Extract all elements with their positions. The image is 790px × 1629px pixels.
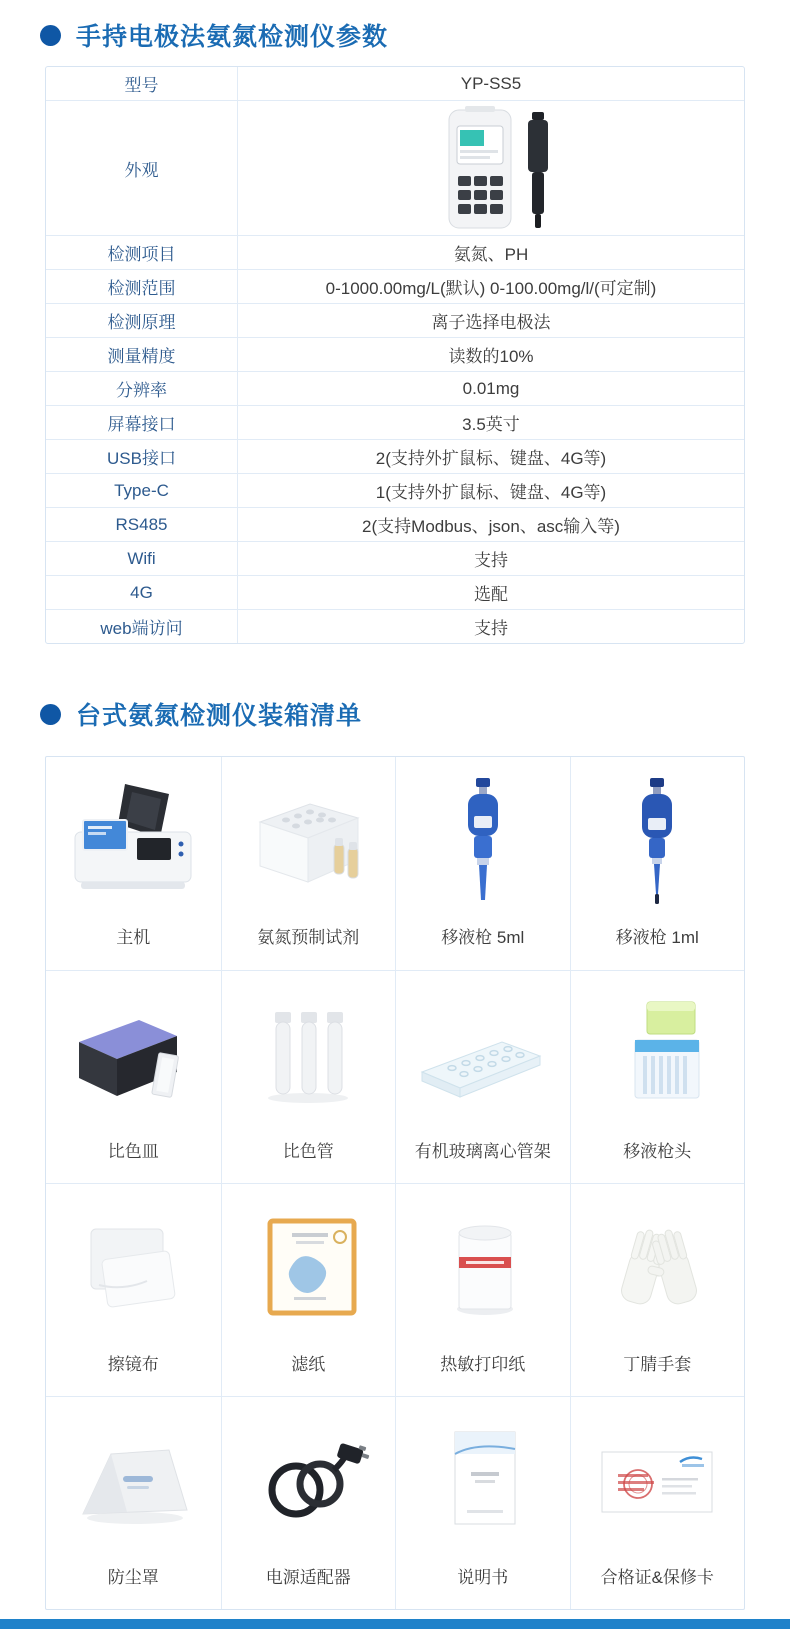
spec-row [46,473,744,507]
spec-value: 2(支持Modbus、json、asc输入等) [362,517,620,536]
packing-cell-dust-cover [46,1396,221,1609]
section-bullet-icon [40,704,61,725]
spec-row [46,439,744,473]
packing-item-label: 比色皿 [107,1142,159,1161]
thermal-paper-image [396,1184,570,1342]
spec-row [46,235,744,269]
spec-value: 支持 [474,619,508,638]
packing-item-label: 移液枪 1ml [615,928,699,947]
packing-cell-nitrile-gloves [570,1183,745,1396]
packing-section-title: 台式氨氮检测仪装箱清单 [76,702,363,730]
spec-label: 检测范围 [46,270,238,303]
spec-label: 屏幕接口 [46,406,238,439]
manual-image [396,1397,570,1555]
spec-row [46,405,744,439]
packing-item-label: 防尘罩 [107,1568,159,1587]
spec-value: 0-1000.00mg/L(默认) 0-100.00mg/l/(可定制) [325,279,657,298]
nitrile-gloves-image [571,1184,745,1342]
spec-label: USB接口 [46,440,238,473]
spec-label: 检测项目 [46,236,238,269]
pipette-5ml-image [396,757,570,915]
spec-label: 分辨率 [46,372,238,405]
spec-label: 型号 [46,67,238,100]
packing-cell-pipette-1ml [570,757,745,970]
spec-label: RS485 [46,508,238,541]
spec-label: 检测原理 [46,304,238,337]
packing-cell-main-unit [46,757,221,970]
packing-cell-thermal-paper [395,1183,570,1396]
packing-item-label: 擦镜布 [107,1355,159,1374]
spec-row-appearance [46,100,744,235]
packing-item-label: 移液枪头 [623,1142,692,1161]
pipette-1ml-image [571,757,745,915]
spec-value: 3.5英寸 [462,415,520,434]
colorimetric-tubes-image [222,971,396,1129]
spec-row [46,575,744,609]
spec-row [46,541,744,575]
cuvette-image [46,971,221,1129]
packing-cell-manual [395,1396,570,1609]
specs-section-title: 手持电极法氨氮检测仪参数 [76,23,389,51]
spec-value: YP-SS5 [460,73,522,93]
packing-item-label: 比色管 [282,1142,334,1161]
spec-row [46,371,744,405]
spec-label: Type-C [46,474,238,507]
lens-cloth-image [46,1184,221,1342]
packing-grid [45,756,745,1610]
spec-value: 1(支持外扩鼠标、键盘、4G等) [375,483,607,502]
packing-cell-power-adapter [221,1396,396,1609]
packing-cell-filter-paper [221,1183,396,1396]
spec-value: 支持 [474,551,508,570]
packing-item-label: 合格证&保修卡 [600,1568,714,1587]
specs-section-header [0,0,790,53]
spec-value-appearance [238,101,744,235]
tube-rack-image [396,971,570,1129]
spec-label: web端访问 [46,610,238,643]
packing-item-label: 滤纸 [291,1355,326,1374]
handheld-meter-and-probe-image [391,104,591,232]
packing-cell-tube-rack [395,970,570,1183]
packing-item-label: 有机玻璃离心管架 [414,1142,551,1161]
packing-cell-colorimetric-tubes [221,970,396,1183]
spec-row [46,269,744,303]
spec-value: 氨氮、PH [453,245,529,264]
main-unit-image [46,757,221,915]
footer-accent-bar [0,1619,790,1629]
spec-label: 测量精度 [46,338,238,371]
spec-label: Wifi [46,542,238,575]
packing-item-label: 移液枪 5ml [441,928,525,947]
packing-item-label: 电源适配器 [265,1568,351,1587]
packing-item-label: 热敏打印纸 [440,1355,526,1374]
packing-cell-reagent-kit [221,757,396,970]
dust-cover-image [46,1397,221,1555]
certificate-image [571,1397,745,1555]
packing-cell-certificate [570,1396,745,1609]
packing-item-label: 说明书 [457,1568,509,1587]
spec-table [45,66,745,644]
packing-item-label: 丁腈手套 [623,1355,692,1374]
spec-value: 离子选择电极法 [431,313,551,332]
spec-row [46,303,744,337]
packing-cell-pipette-5ml [395,757,570,970]
packing-item-label: 氨氮预制试剂 [257,928,360,947]
spec-row-model [46,67,744,100]
spec-label: 外观 [46,101,238,235]
spec-row [46,609,744,643]
spec-label: 4G [46,576,238,609]
pipette-tips-image [571,971,745,1129]
spec-value: 2(支持外扩鼠标、键盘、4G等) [375,449,607,468]
spec-value: 0.01mg [462,378,520,398]
packing-item-label: 主机 [116,928,151,947]
section-bullet-icon [40,25,61,46]
packing-section-header [0,696,790,732]
reagent-kit-image [222,757,396,915]
spec-value: 选配 [474,585,508,604]
spec-value: 读数的10% [448,347,534,366]
packing-cell-cuvette [46,970,221,1183]
power-adapter-image [222,1397,396,1555]
spec-row [46,337,744,371]
packing-cell-pipette-tips [570,970,745,1183]
spec-row [46,507,744,541]
packing-cell-lens-cloth [46,1183,221,1396]
filter-paper-image [222,1184,396,1342]
